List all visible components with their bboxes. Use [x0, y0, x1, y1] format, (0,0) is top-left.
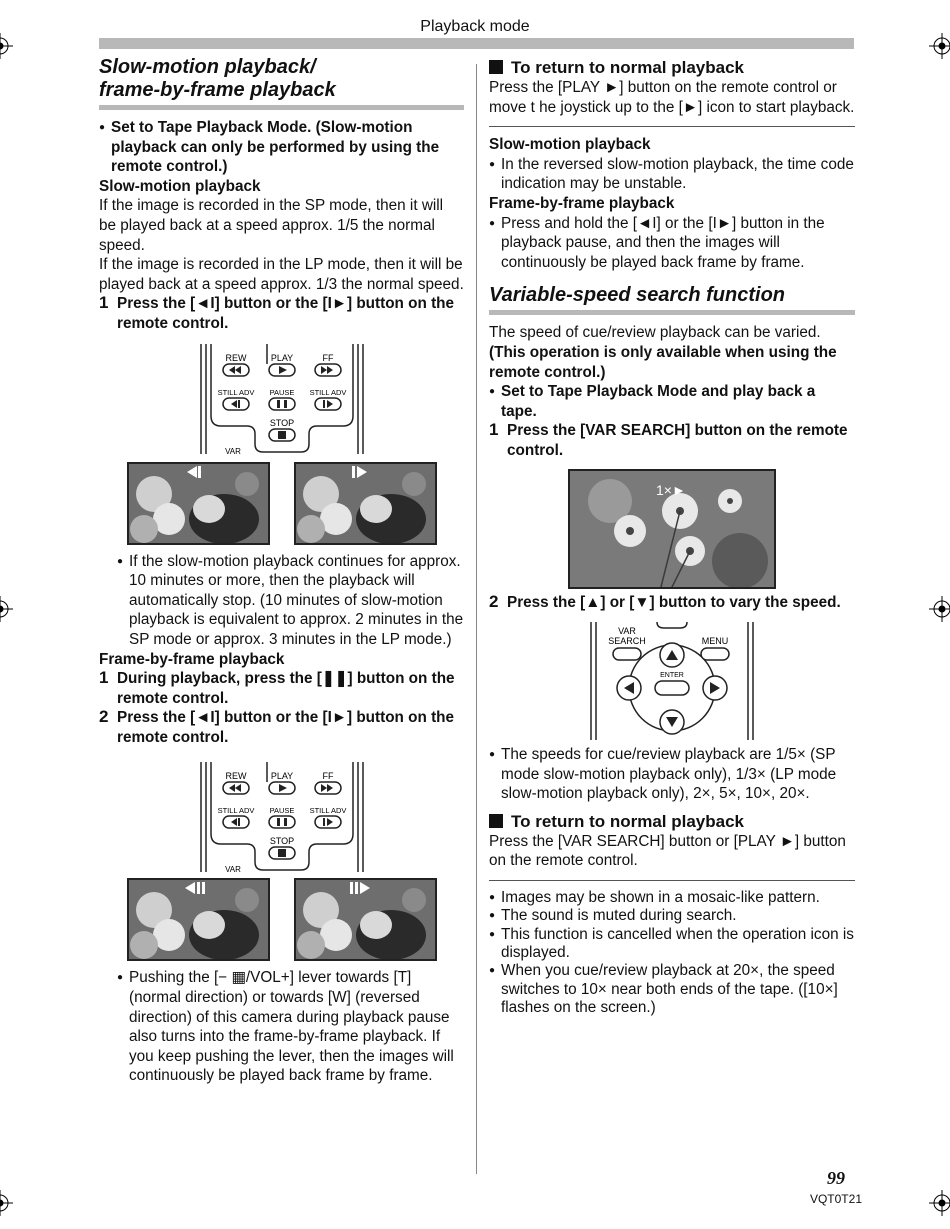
slow-motion-subheading: Slow-motion playback — [99, 177, 261, 195]
puppy-image-reverse — [127, 462, 270, 545]
puppy-image-forward — [294, 462, 437, 545]
rew-label: REW — [225, 352, 246, 363]
note-item: ● Images may be shown in a mosaic-like pattern. — [489, 889, 855, 907]
play-label: PLAY — [270, 352, 293, 363]
puppy-image-frame-reverse — [127, 878, 270, 961]
heading-rule — [99, 105, 464, 110]
page-header-title: Playback mode — [420, 18, 530, 35]
frame-by-frame-subheading: Frame-by-frame playback — [489, 194, 675, 212]
frame-step-1 — [99, 669, 464, 708]
dpad-remote-diagram — [587, 622, 757, 740]
column-divider — [476, 64, 477, 1174]
note-item: ● When you cue/review playback at 20×, the speed switches to 10× near both ends of the tape. ([10×] flashes on the screen.) — [489, 962, 855, 1017]
dpad-search-label: SEARCH — [608, 636, 646, 647]
step-text: During playback, press the [❚❚] button on the remote control. — [117, 670, 455, 707]
step-number: 1 — [99, 668, 109, 688]
var-remote-only: (This operation is only available when using the remote control.) — [489, 343, 837, 381]
var-search-heading: Variable-speed search function — [489, 284, 786, 307]
flower-screen-image — [568, 469, 776, 589]
crop-mark-icon — [929, 1190, 950, 1216]
crop-mark-icon — [929, 596, 950, 622]
slow-motion-note: ● If the slow-motion playback continues for approx. 10 minutes or more, then the playback will automatically stop. (10 minutes of slow-motion playback is equivalent to approx. 2 minutes in the SP mode or approx. 3 minutes in the LP mode.) — [117, 552, 464, 650]
slow-step-1 — [99, 294, 464, 333]
step-number: 2 — [99, 707, 109, 727]
ff-label: FF — [322, 771, 333, 782]
frame-step-2 — [99, 708, 464, 747]
return-normal-heading-2: To return to normal playback — [489, 812, 855, 832]
right-column — [489, 56, 855, 1017]
crop-mark-icon — [0, 596, 13, 622]
step-number: 2 — [489, 591, 499, 611]
section-heading-line1: Slow-motion playback/ — [99, 56, 316, 78]
left-column — [99, 56, 464, 1086]
speed-indicator: 1×► — [656, 481, 686, 498]
dpad-var-label: VAR — [618, 626, 636, 637]
square-bullet-icon — [489, 814, 503, 828]
return-normal-text: Press the [PLAY ►] button on the remote control or move t he joystick up to the [►] icon to start playback. — [489, 79, 855, 116]
frame-by-frame-note: ● Press and hold the [◄I] or the [I►] button in the playback pause, and then the images will continuously be played back frame by frame. — [489, 214, 855, 273]
step-number: 1 — [99, 293, 109, 313]
crop-mark-icon — [929, 33, 950, 59]
note-item: ● The sound is muted during search. — [489, 907, 855, 925]
stop-label: STOP — [269, 417, 294, 428]
step-text: Press the [◄I] button or the [I►] button on the remote control. — [117, 295, 455, 332]
remote-control-diagram — [197, 762, 367, 872]
var-intro: The speed of cue/review playback can be varied. — [489, 324, 821, 342]
step-text: Press the [VAR SEARCH] button on the remote control. — [507, 422, 848, 459]
square-bullet-icon — [489, 60, 503, 74]
slow-sp-paragraph: If the image is recorded in the SP mode, then it will be played back at a speed approx. 1/5 the normal speed. — [99, 197, 444, 254]
slow-motion-subheading: Slow-motion playback — [489, 136, 651, 154]
var-step-2 — [489, 593, 855, 613]
ff-label: FF — [322, 352, 333, 363]
var-bullet: ● Set to Tape Playback Mode and play back a tape. — [489, 382, 855, 421]
note-item: ● This function is cancelled when the operation icon is displayed. — [489, 926, 855, 963]
play-label: PLAY — [270, 771, 293, 782]
rew-label: REW — [225, 771, 246, 782]
step-text: Press the [▲] or [▼] button to vary the speed. — [507, 593, 841, 611]
stop-label: STOP — [269, 836, 294, 847]
still-adv-right-label: STILL ADV — [309, 387, 346, 397]
divider — [489, 126, 855, 127]
section-heading-line2: frame-by-frame playback — [99, 79, 336, 101]
var-label: VAR — [224, 446, 241, 454]
intro-bullet: ● Set to Tape Playback Mode. (Slow-motion playback can only be performed by using the remote control.) — [99, 118, 464, 177]
var-label: VAR — [224, 865, 241, 873]
frame-by-frame-thumbnails — [99, 878, 464, 961]
pause-label: PAUSE — [269, 806, 294, 816]
step-number: 1 — [489, 420, 499, 440]
puppy-image-frame-forward — [294, 878, 437, 961]
speeds-note: ● The speeds for cue/review playback are 1/5× (SP mode slow-motion playback only), 1/3× (LP mode slow-motion playback only), 2×, 5×, 10×, 20×. — [489, 745, 855, 804]
still-adv-right-label: STILL ADV — [309, 806, 346, 816]
page-number: 99 — [827, 1168, 845, 1188]
slow-lp-paragraph: If the image is recorded in the LP mode, then it will be played back at a speed approx. 1/3 the normal speed. — [99, 256, 464, 293]
crop-mark-icon — [0, 33, 13, 59]
header-rule — [99, 38, 854, 49]
divider — [489, 880, 855, 881]
dpad-menu-label: MENU — [701, 636, 729, 647]
still-adv-left-label: STILL ADV — [217, 387, 254, 397]
remote-control-diagram — [197, 344, 367, 454]
crop-mark-icon — [0, 1190, 13, 1216]
dpad-enter-label: ENTER — [660, 672, 684, 680]
pause-label: PAUSE — [269, 387, 294, 397]
frame-by-frame-subheading: Frame-by-frame playback — [99, 650, 285, 668]
step-text: Press the [◄I] button or the [I►] button on the remote control. — [117, 709, 455, 746]
slow-motion-note: ● In the reversed slow-motion playback, the time code indication may be unstable. — [489, 155, 855, 194]
return-normal-text-2: Press the [VAR SEARCH] button or [PLAY ►] button on the remote control. — [489, 832, 846, 870]
var-step-1 — [489, 421, 855, 460]
document-code: VQT0T21 — [809, 1192, 862, 1206]
slow-motion-thumbnails — [99, 462, 464, 545]
notes-list — [489, 889, 855, 1017]
return-normal-heading: To return to normal playback — [489, 58, 855, 78]
still-adv-left-label: STILL ADV — [217, 806, 254, 816]
heading-rule — [489, 310, 855, 315]
lever-note: ● Pushing the [− ▦/VOL+] lever towards [T] (normal direction) or towards [W] (reversed direction) of this camera during playback pause also turns into the frame-by-frame playback. If you keep pushing the lever, then the images will continuously be played back frame by frame. — [117, 968, 464, 1086]
